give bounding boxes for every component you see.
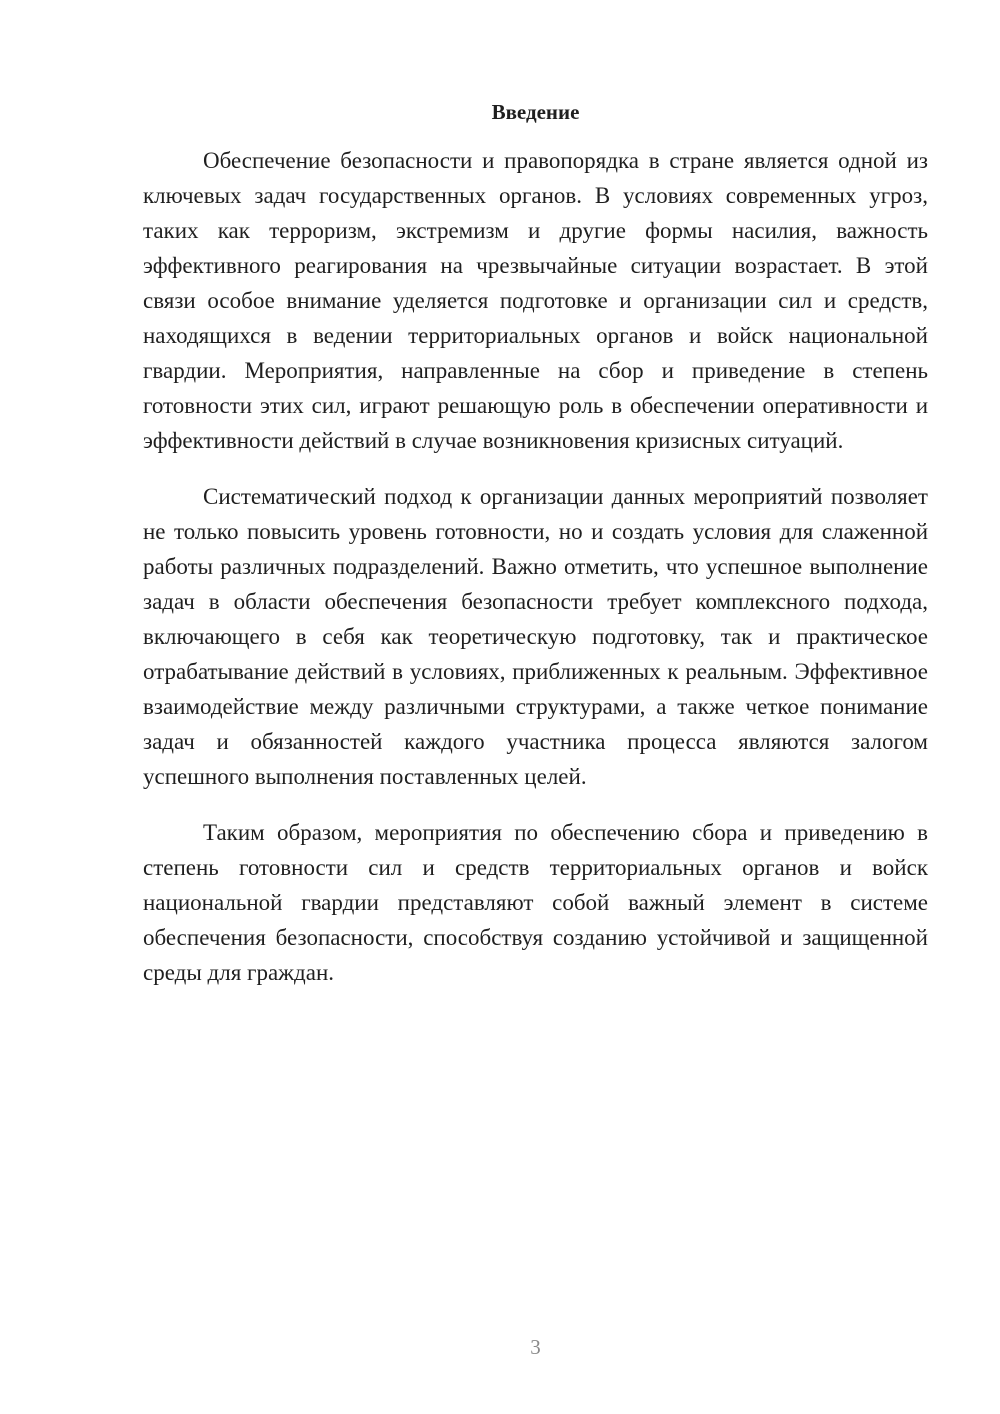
paragraph-3: Таким образом, мероприятия по обеспечению сбора и приведению в степень готовности сил и средств территориальных органов и войск национальной гвардии представляют собой важный элемент в системе обеспечения безопасности, способствуя созданию устойчивой и защищенной среды для граждан. [143,820,928,985]
paragraph-1: Обеспечение безопасности и правопорядка в стране является одной из ключевых задач государственных органов. В условиях современных угроз, таких как терроризм, экстремизм и другие формы насилия, важность эффективного реагирования на чрезвычайные ситуации возрастает. В этой связи особое внимание уделяется подготовке и организации сил и средств, находящихся в ведении территориальных органов и войск национальной гвардии. Мероприятия, направленные на сбор и приведение в степень готовности этих сил, играют решающую роль в обеспечении оперативности и эффективности действий в случае возникновения кризисных ситуаций. [143,148,928,453]
page-number: 3 [530,1335,541,1359]
paragraph-2: Систематический подход к организации данных мероприятий позволяет не только повысить уровень готовности, но и создать условия для слаженной работы различных подразделений. Важно отметить, что успешное выполнение задач в области обеспечения безопасности требует комплексного подхода, включающего в себя как теоретическую подготовку, так и практическое отрабатывание действий в условиях, приближенных к реальным. Эффективное взаимодействие между различными структурами, а также четкое понимание задач и обязанностей каждого участника процесса являются залогом успешного выполнения поставленных целей. [143,484,928,789]
page-title: Введение [491,100,580,124]
body-text [143,143,928,990]
